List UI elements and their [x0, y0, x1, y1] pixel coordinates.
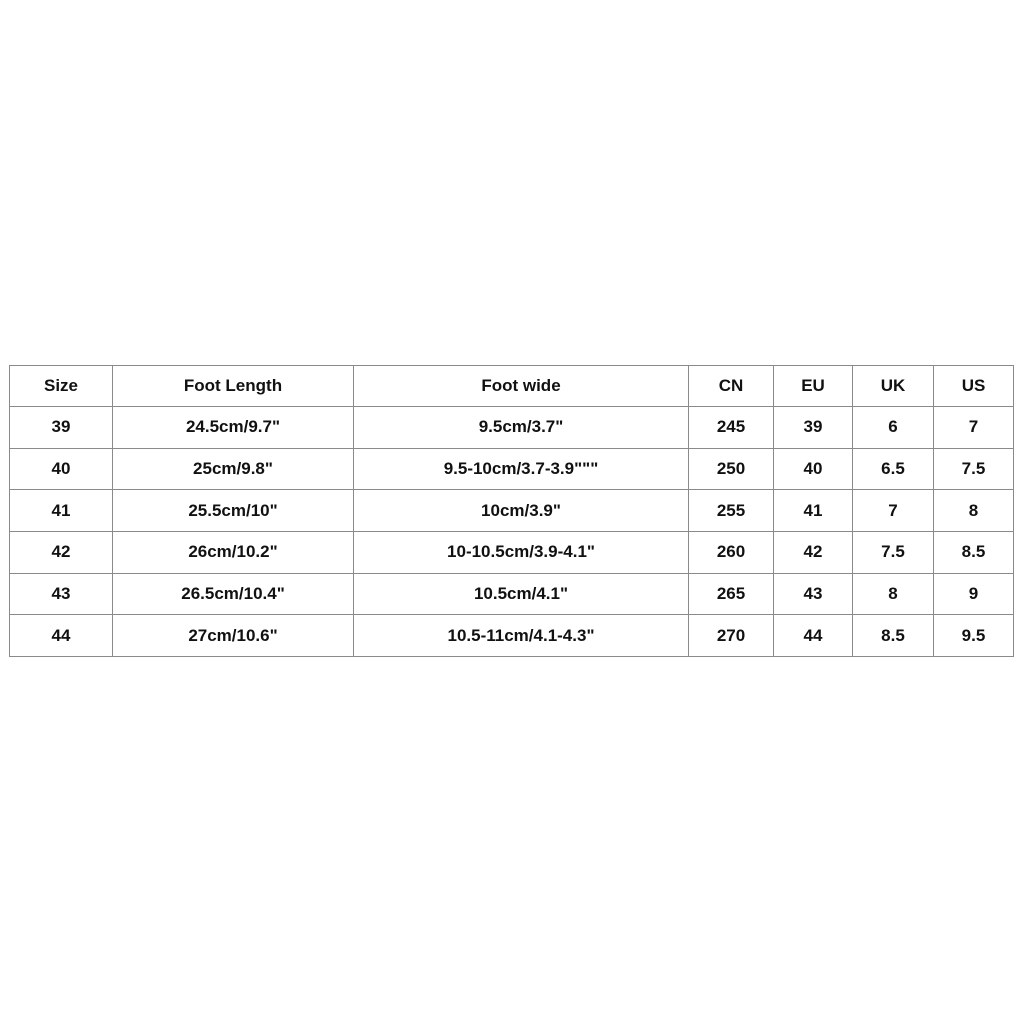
cell-foot-length: 26cm/10.2" — [113, 531, 354, 573]
header-eu: EU — [774, 366, 853, 407]
cell-size: 44 — [10, 615, 113, 657]
cell-foot-wide: 9.5-10cm/3.7-3.9""" — [354, 448, 689, 490]
cell-foot-length: 25.5cm/10" — [113, 490, 354, 532]
cell-cn: 245 — [689, 407, 774, 449]
cell-foot-length: 26.5cm/10.4" — [113, 573, 354, 615]
cell-foot-wide: 10cm/3.9" — [354, 490, 689, 532]
cell-us: 7 — [934, 407, 1014, 449]
cell-foot-wide: 10.5cm/4.1" — [354, 573, 689, 615]
table-row — [10, 490, 1014, 532]
cell-size: 40 — [10, 448, 113, 490]
table-row — [10, 615, 1014, 657]
cell-size: 42 — [10, 531, 113, 573]
cell-cn: 265 — [689, 573, 774, 615]
cell-eu: 41 — [774, 490, 853, 532]
cell-us: 8 — [934, 490, 1014, 532]
cell-size: 41 — [10, 490, 113, 532]
table-row — [10, 531, 1014, 573]
table-row — [10, 448, 1014, 490]
cell-uk: 7 — [853, 490, 934, 532]
cell-size: 39 — [10, 407, 113, 449]
table-row — [10, 573, 1014, 615]
cell-uk: 6 — [853, 407, 934, 449]
table-row — [10, 407, 1014, 449]
cell-uk: 8.5 — [853, 615, 934, 657]
cell-cn: 250 — [689, 448, 774, 490]
header-uk: UK — [853, 366, 934, 407]
cell-eu: 44 — [774, 615, 853, 657]
cell-cn: 255 — [689, 490, 774, 532]
header-row — [10, 366, 1014, 407]
cell-eu: 39 — [774, 407, 853, 449]
cell-uk: 7.5 — [853, 531, 934, 573]
cell-foot-length: 24.5cm/9.7" — [113, 407, 354, 449]
cell-size: 43 — [10, 573, 113, 615]
cell-foot-wide: 9.5cm/3.7" — [354, 407, 689, 449]
cell-foot-wide: 10.5-11cm/4.1-4.3" — [354, 615, 689, 657]
header-foot-wide: Foot wide — [354, 366, 689, 407]
cell-eu: 43 — [774, 573, 853, 615]
cell-uk: 6.5 — [853, 448, 934, 490]
cell-us: 9 — [934, 573, 1014, 615]
cell-uk: 8 — [853, 573, 934, 615]
cell-us: 7.5 — [934, 448, 1014, 490]
cell-eu: 40 — [774, 448, 853, 490]
cell-foot-length: 25cm/9.8" — [113, 448, 354, 490]
cell-us: 9.5 — [934, 615, 1014, 657]
cell-eu: 42 — [774, 531, 853, 573]
cell-cn: 260 — [689, 531, 774, 573]
header-foot-length: Foot Length — [113, 366, 354, 407]
cell-us: 8.5 — [934, 531, 1014, 573]
header-size: Size — [10, 366, 113, 407]
size-chart-table — [9, 365, 1014, 657]
header-cn: CN — [689, 366, 774, 407]
cell-cn: 270 — [689, 615, 774, 657]
cell-foot-wide: 10-10.5cm/3.9-4.1" — [354, 531, 689, 573]
cell-foot-length: 27cm/10.6" — [113, 615, 354, 657]
header-us: US — [934, 366, 1014, 407]
